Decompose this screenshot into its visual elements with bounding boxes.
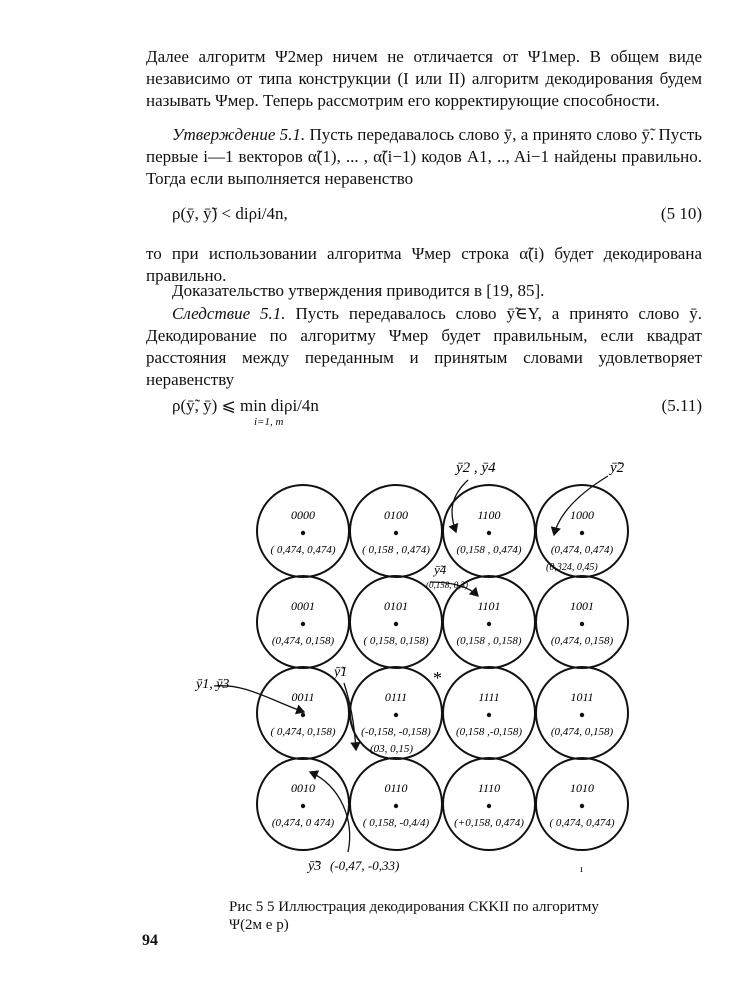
paragraph-3: то при использовании алгоритма Ψмер строка α̃(i) будет декодирована правильно. — [146, 244, 702, 285]
codeword-dot — [301, 622, 305, 626]
codeword-coordinates: ( 0,158, 0,158) — [363, 635, 429, 647]
codeword-dot — [487, 804, 491, 808]
codeword-coordinates: ( 0,474, 0,474) — [270, 544, 336, 556]
label-y2-tilde: ȳ̃2 — [610, 460, 625, 476]
codeword-label: 0010 — [291, 781, 315, 795]
label-y4-tilde-coord: (0,158, 0,3) — [426, 580, 468, 590]
codeword-dot — [580, 713, 584, 717]
center-star-mark: * — [433, 668, 442, 688]
codeword-dot — [487, 713, 491, 717]
codeword-dot — [394, 713, 398, 717]
codeword-coordinates: ( 0,158 , 0,474) — [362, 544, 430, 556]
codeword-coordinates: (0,474, 0,158) — [550, 635, 614, 647]
codeword-label: 0001 — [291, 599, 315, 613]
cell-1001 — [536, 576, 628, 668]
codeword-label: 0101 — [384, 599, 408, 613]
codeword-coordinates: (-0,158, -0,158) — [361, 726, 431, 738]
codeword-coordinates: ( 0,474, 0,158) — [270, 726, 336, 738]
paragraph-1-block — [146, 46, 702, 112]
cell-1100 — [443, 485, 535, 577]
formula-5-11-subscript: i=1, m — [254, 416, 284, 428]
codeword-label: 1000 — [570, 508, 594, 522]
label-y1-y3: ȳ1, ȳ3 — [196, 677, 230, 692]
cell-0110 — [350, 758, 442, 850]
codeword-coordinates: (0,474, 0,474) — [550, 544, 614, 556]
codeword-label: 0100 — [384, 508, 408, 522]
codeword-dot — [487, 531, 491, 535]
label-y3-tilde-coord: (-0,47, -0,33) — [330, 858, 400, 873]
stray-tick-mark: ı — [580, 864, 583, 875]
cell-0100 — [350, 485, 442, 577]
statement-block — [146, 124, 702, 190]
label-0111-extra-coord: (03, 0,15) — [370, 743, 414, 755]
codeword-label: 0000 — [291, 508, 315, 522]
formula-5-10-number: (5 10) — [660, 204, 702, 223]
cell-0010 — [257, 758, 349, 850]
formula-5-11-number: (5.11) — [661, 396, 702, 415]
codeword-dot — [394, 531, 398, 535]
codeword-label: 1110 — [477, 781, 501, 795]
codeword-dot — [301, 713, 305, 717]
corollary-text: Пусть передавалось слово ȳ̃∈Y, а принято слово ȳ. Декодирование по алгоритму Ψмер будет правильным, если квадрат расстояния между переданным и принятым словами удовлетворяет неравенству — [146, 304, 703, 389]
codeword-coordinates: (0,158 , 0,158) — [456, 635, 522, 647]
codeword-dot — [580, 804, 584, 808]
decoding-figure — [190, 450, 710, 890]
figure-caption: Рис 5 5 Иллюстрация декодирования СКKII по алгоритму Ψ(2м е р) — [229, 899, 599, 933]
codeword-dot — [580, 622, 584, 626]
codeword-dot — [394, 804, 398, 808]
codeword-dot — [580, 531, 584, 535]
codeword-coordinates: (0,474, 0,158) — [271, 635, 335, 647]
codeword-label: 1100 — [477, 508, 501, 522]
corollary-label: Следствие 5.1. — [172, 304, 286, 323]
statement-text: Пусть передавалось слово ȳ, а принято слово ȳ̃. Пусть первые i—1 векторов α̃(1), ... , α̃(i−1) кодов A1, .., Ai−1 найдены правильно. Тогда если выполняется неравенство — [146, 125, 702, 188]
codeword-label: 0011 — [291, 690, 315, 704]
paragraph-1: Далее алгоритм Ψ2мер ничем не отличается от Ψ1мер. В общем виде независимо от типа конструкции (I или II) алгоритм декодирования будем называть Ψмер. Теперь рассмотрим его корректирующие способности. — [146, 47, 702, 110]
cell-1010 — [536, 758, 628, 850]
codeword-coordinates: (0,474, 0,158) — [550, 726, 614, 738]
label-y2-y4: ȳ2 , ȳ4 — [456, 460, 496, 476]
codeword-coordinates: ( 0,474, 0,474) — [549, 817, 615, 829]
codeword-coordinates: (0,474, 0 474) — [271, 817, 335, 829]
codeword-coordinates: ( 0,158, -0,4/4) — [362, 817, 430, 829]
label-y1-tilde: ȳ̃1 — [334, 665, 348, 680]
codeword-coordinates: (+0,158, 0,474) — [454, 817, 524, 829]
codeword-label: 0110 — [384, 781, 408, 795]
formula-5-10-expression: ρ(ȳ, ȳ̃) < diρi/4n, — [172, 204, 288, 223]
corollary-paragraph — [146, 303, 702, 391]
corollary-block — [146, 303, 702, 391]
codeword-dot — [394, 622, 398, 626]
codeword-coordinates: (0,158 ,-0,158) — [456, 726, 522, 738]
cell-1110 — [443, 758, 535, 850]
cell-1011 — [536, 667, 628, 759]
statement-paragraph — [146, 124, 702, 190]
paragraph-4-block — [146, 280, 702, 302]
codeword-label: 1001 — [570, 599, 594, 613]
codeword-label: 1010 — [570, 781, 594, 795]
arrow-y2-y4 — [452, 480, 468, 532]
codeword-coordinates: (0,158 , 0,474) — [456, 544, 522, 556]
statement-label: Утверждение 5.1. — [172, 125, 306, 144]
cell-1111 — [443, 667, 535, 759]
cell-0011 — [257, 667, 349, 759]
page-number: 94 — [142, 932, 158, 949]
codeword-label: 1101 — [477, 599, 501, 613]
formula-5-11-expression: ρ(ȳ̃, ȳ) ⩽ min diρi/4n — [172, 396, 319, 415]
proof-reference: Доказательство утверждения приводится в [19, 85]. — [172, 281, 545, 300]
circle-grid — [257, 485, 628, 850]
label-y4-tilde: ȳ̃4 — [434, 562, 447, 577]
codeword-label: 0111 — [384, 690, 408, 704]
label-y3-tilde: ȳ̃3 — [308, 859, 322, 874]
codeword-dot — [301, 531, 305, 535]
cell-0000 — [257, 485, 349, 577]
codeword-label: 1011 — [570, 690, 594, 704]
codeword-dot — [487, 622, 491, 626]
codeword-dot — [301, 804, 305, 808]
label-1000-extra-coord: (0,324, 0,45) — [546, 562, 598, 573]
cell-0001 — [257, 576, 349, 668]
codeword-label: 1111 — [478, 690, 500, 704]
